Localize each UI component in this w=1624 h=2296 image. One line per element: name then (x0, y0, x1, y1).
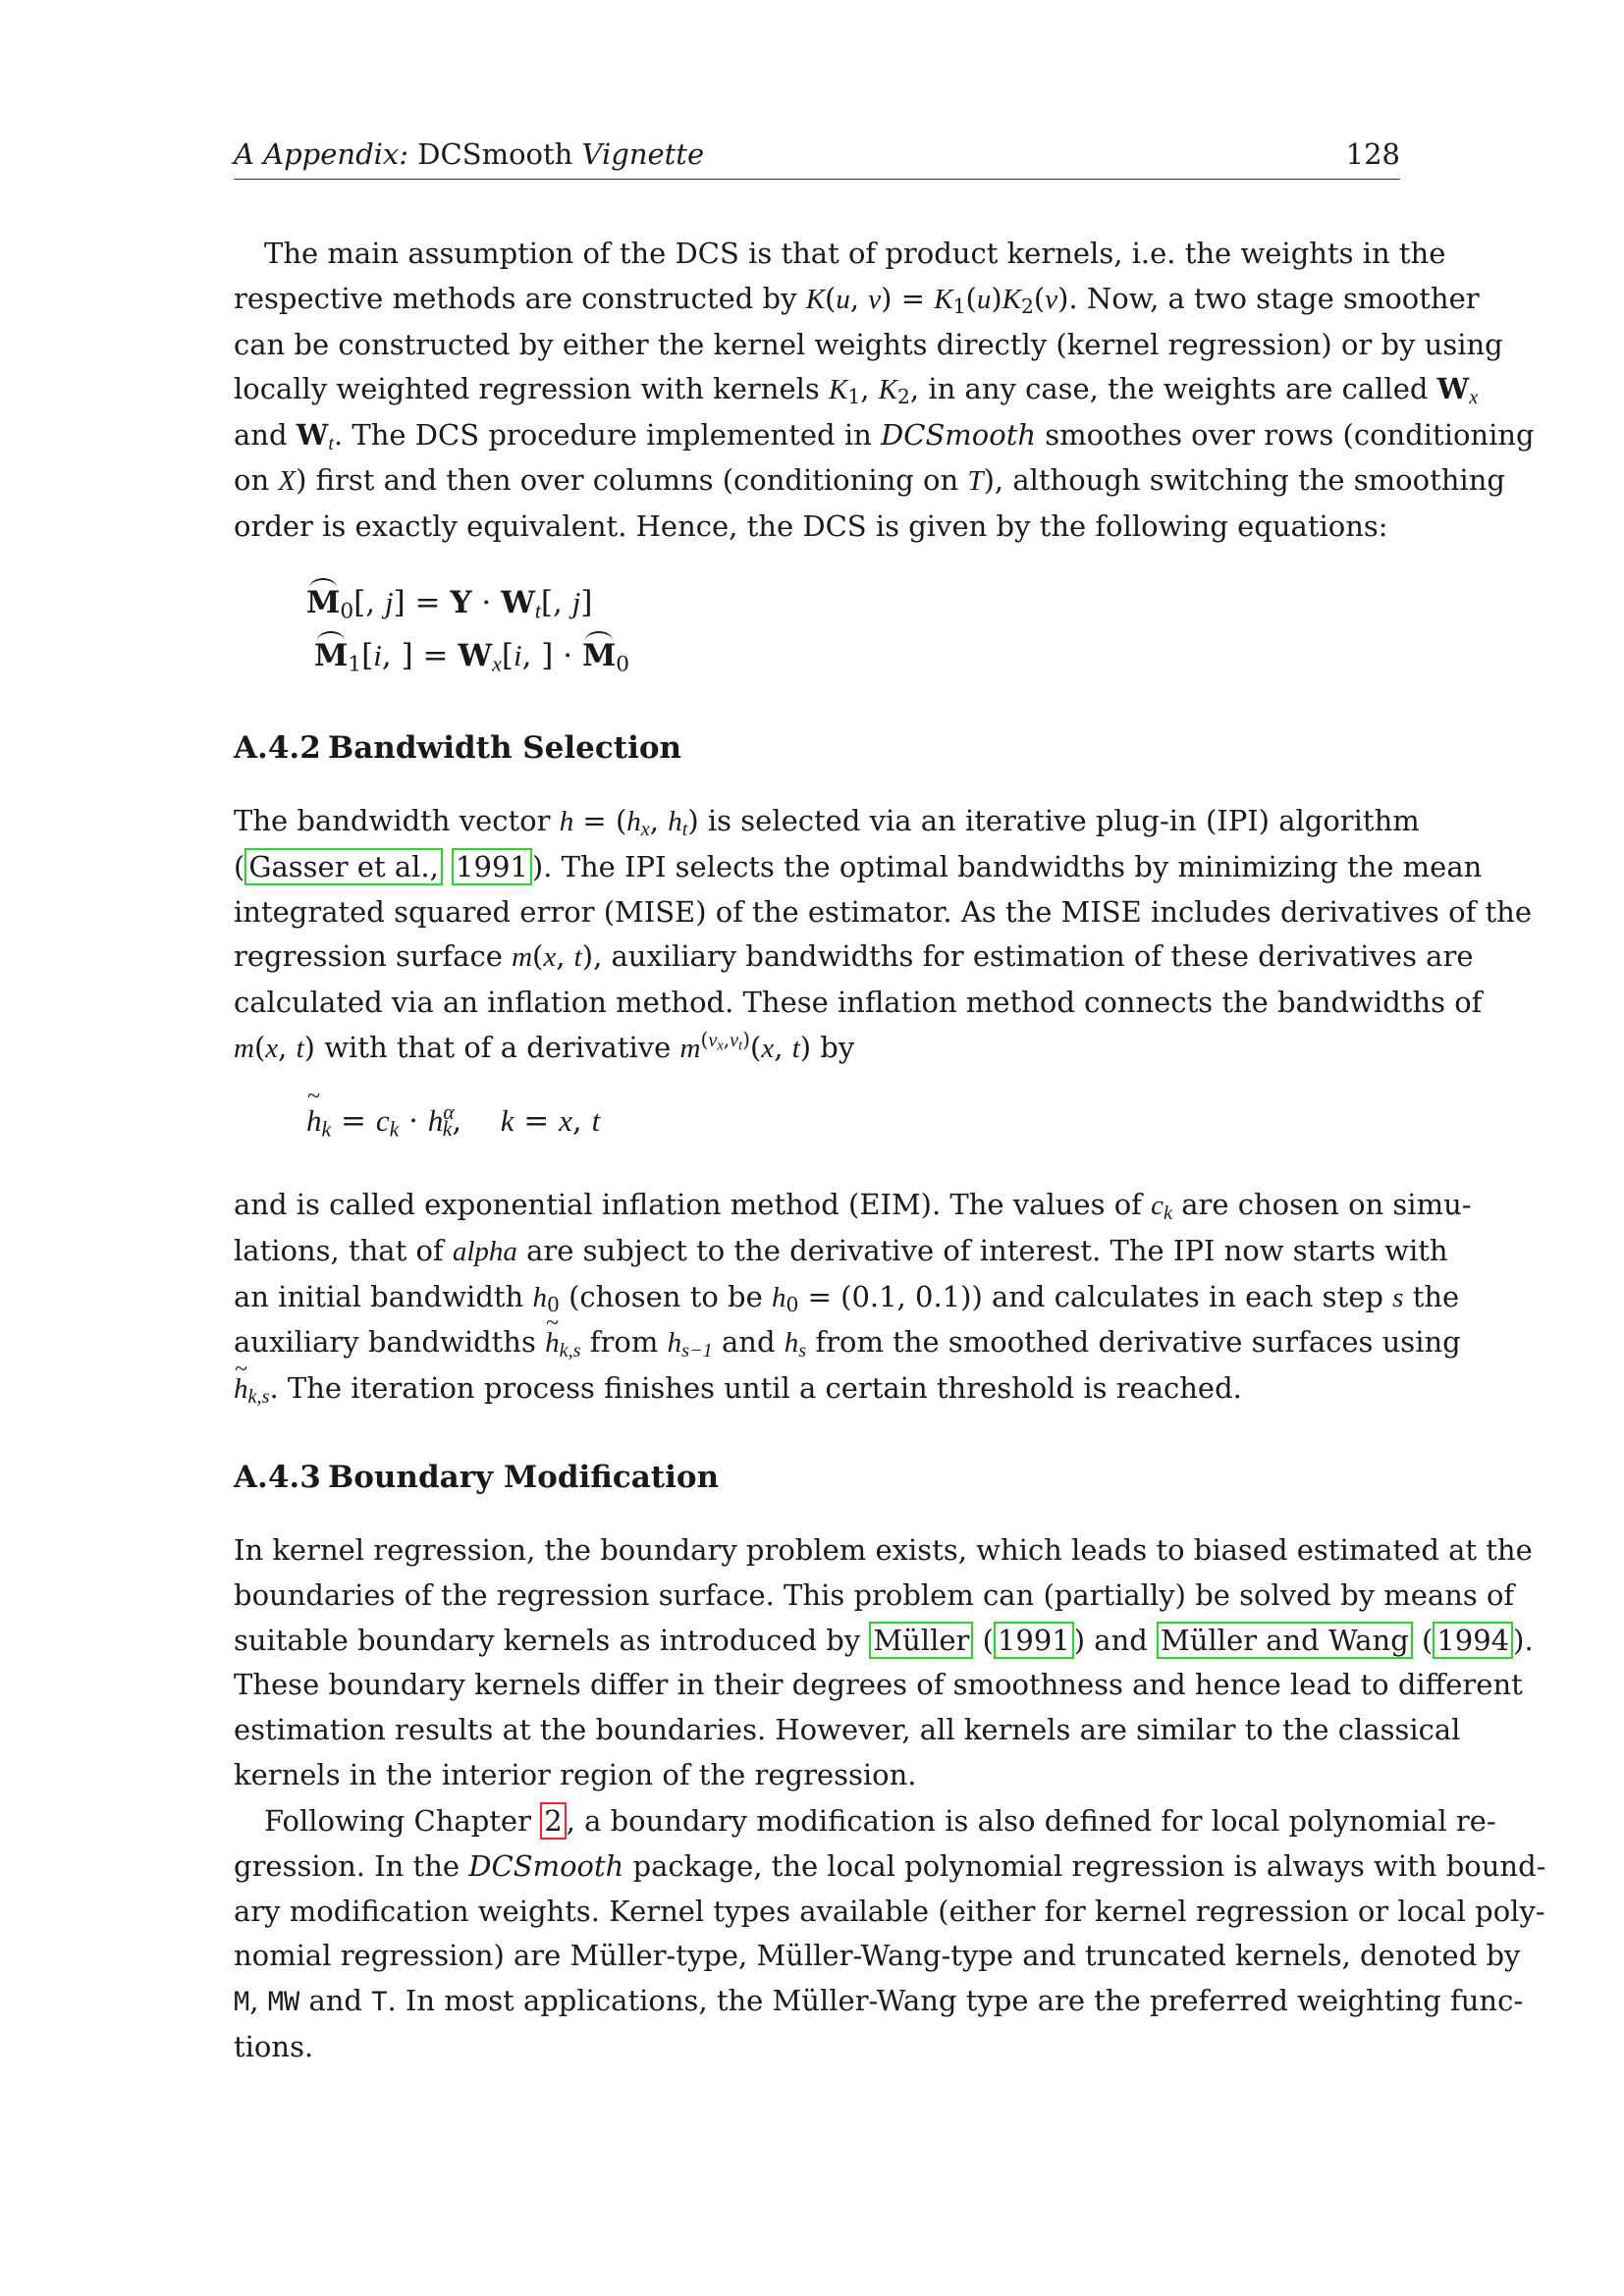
text-line: Following Chapter 2 , a boundary modification is also defined for local polynomial re- (264, 1804, 1496, 1838)
text-line: m(x, t) with that of a derivative $m^{(\nu_x,\nu_t)}(x$, t) by (234, 1027, 855, 1064)
text-line: auxiliary bandwidths ~ $h_{k,s}$ from $h_{s-1}$ and $h_s$ from the smoothed derivative surfaces using (234, 1320, 1400, 1366)
text-line: on X) first and then over columns (conditioning on T), although switching the smoothing (234, 462, 1505, 497)
text-line: M, MW and T. In most applications, the Müller-Wang type are the preferred weighting func- (234, 1984, 1524, 2018)
text-line: The bandwidth vector $h = (h_x$, $h_t$) is selected via an iterative plug-in (IPI) algorithm (234, 804, 1420, 841)
text-line: nomial regression) are Müller-type, Müller-Wang-type and truncated kernels, denoted by (234, 1939, 1521, 1973)
text-line: ( Gasser et al., 1991 ). The IPI selects the optimal bandwidths by minimizing the mean (234, 849, 1483, 883)
section-heading-boundary: A.4.3 Boundary Modification (234, 1460, 720, 1495)
text-line: gression. In the DCSmooth package, the local polynomial regression is always with bound- (234, 1848, 1546, 1883)
citation-gasser[interactable]: Gasser et al., (244, 848, 443, 885)
text-line: order is exactly equivalent. Hence, the DCS is given by the following equations: (234, 508, 1388, 543)
intro-paragraph (234, 232, 1535, 550)
text-line: In kernel regression, the boundary problem exists, which leads to biased estimated at the (234, 1533, 1533, 1567)
text-line: These boundary kernels differ in their degrees of smoothness and hence lead to different (234, 1668, 1523, 1702)
boundary-paragraph-2 (234, 1799, 1546, 2070)
eim-paragraph (234, 1183, 1472, 1413)
text-line: kernels in the interior region of the regression. (234, 1757, 917, 1791)
section-heading-bandwidth: A.4.2 Bandwidth Selection (234, 730, 682, 766)
text-line: estimation results at the boundaries. However, all kernels are similar to the classical (234, 1713, 1461, 1747)
text-line: ~ $h_{k,s}$. The iteration process finishes until a certain threshold is reached. (234, 1366, 1400, 1413)
boundary-paragraph-1 (234, 1528, 1534, 1798)
equation-m0: $M_0$[, $j] = Y \cdot W_t$[, j] (306, 585, 593, 624)
text-line: ary modification weights. Kernel types available (either for kernel regression or local poly- (234, 1894, 1545, 1928)
text-line: regression surface m(x, t), auxiliary bandwidths for estimation of these derivatives are (234, 939, 1474, 974)
chapter-reference[interactable]: 2 (540, 1802, 566, 1840)
text-line: The main assumption of the DCS is that of product kernels, i.e. the weights in the (264, 237, 1446, 270)
text-line: can be constructed by either the kernel weights directly (kernel regression) or by using (234, 327, 1503, 361)
citation-muller-wang-year[interactable]: 1994 (1433, 1622, 1513, 1659)
text-line: and is called exponential inflation method (EIM). The values of $c_k$ are chosen on simu- (234, 1188, 1472, 1225)
text-line: boundaries of the regression surface. This problem can (partially) be solved by means of (234, 1577, 1515, 1612)
text-line: locally weighted regression with kernels $K_1$, $K_2$, in any case, the weights are called $W_x$ (234, 372, 1479, 409)
equation-inflation: ~ $h_k = c_k \cdot h^\alpha_k$, k = x, t (306, 1103, 600, 1139)
equation-m1: $M_1[i$, ] = $W_x[i$, ] · $M_0$ (314, 638, 630, 677)
text-line: and $W_t$. The DCS procedure implemented in DCSmooth smoothes over rows (conditioning (234, 418, 1535, 455)
page-number: 128 (1345, 137, 1400, 171)
citation-muller-wang[interactable]: Müller and Wang (1157, 1622, 1413, 1659)
citation-muller[interactable]: Müller (869, 1622, 973, 1659)
text-line: an initial bandwidth $h_0$ (chosen to be $h_0 = (0.1$, 0.1)) and calculates in each step s the (234, 1279, 1460, 1316)
citation-muller-year[interactable]: 1991 (994, 1622, 1074, 1659)
code-t: T (371, 1987, 388, 2018)
running-header-title: A Appendix: DCSmooth Vignette (234, 137, 705, 171)
text-line: tions. (234, 2029, 314, 2063)
code-m: M (234, 1987, 250, 2018)
text-line: integrated squared error (MISE) of the estimator. As the MISE includes derivatives of the (234, 894, 1533, 929)
running-header (234, 135, 1400, 180)
text-line: suitable boundary kernels as introduced by Müller ( 1991 ) and Müller and Wang ( 1994 ). (234, 1623, 1534, 1657)
text-line: lations, that of alpha are subject to the derivative of interest. The IPI now starts with (234, 1233, 1448, 1267)
bandwidth-paragraph (234, 799, 1533, 1072)
text-line: respective methods are constructed by K(u, $v) = K_1(u)K_2(v)$. Now, a two stage smoother (234, 281, 1480, 318)
citation-gasser-year[interactable]: 1991 (452, 848, 532, 885)
code-mw: MW (267, 1987, 300, 2018)
text-line: calculated via an inflation method. These inflation method connects the bandwidths of (234, 986, 1483, 1020)
